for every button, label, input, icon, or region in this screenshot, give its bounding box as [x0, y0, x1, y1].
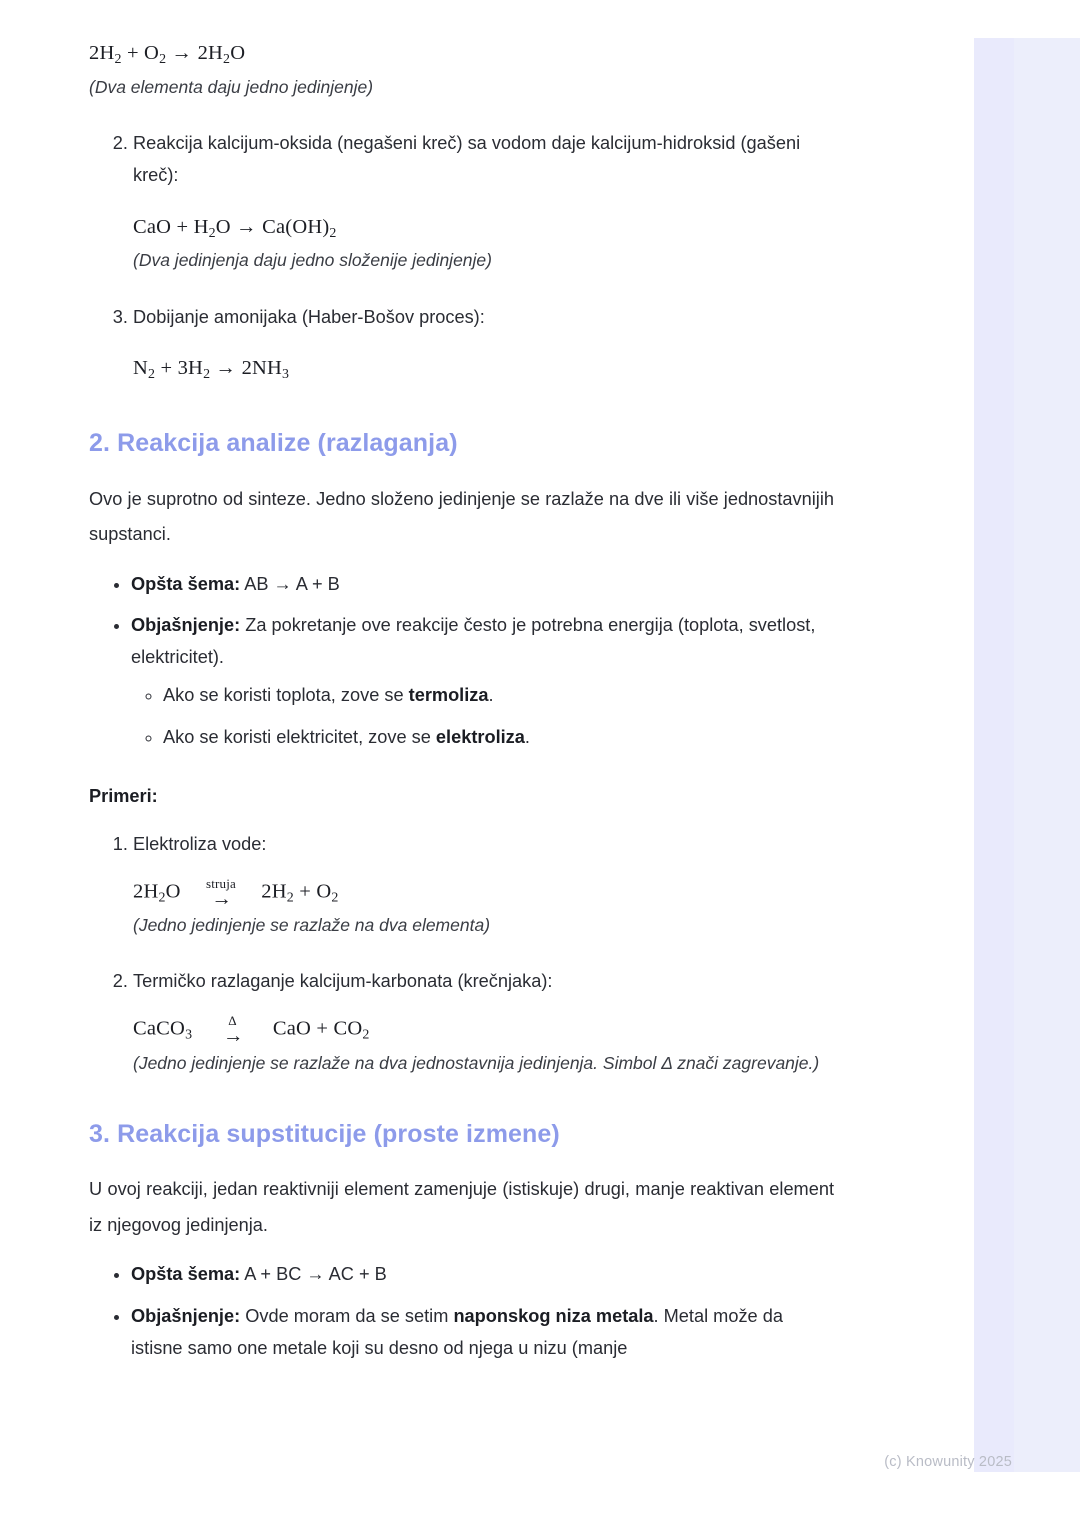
- analysis-example-1-text: Elektroliza vode:: [133, 833, 267, 854]
- list-item: [131, 569, 834, 601]
- section-heading-substitution: 3. Reakcija supstitucije (proste izmene): [89, 1119, 560, 1148]
- analysis-intro-paragraph: Ovo je suprotno od sinteze. Jedno složeno jedinjenje se razlaže na dve ili više jednostavnijih supstanci.: [89, 488, 834, 545]
- section-heading-analysis: 2. Reakcija analize (razlaganja): [89, 429, 458, 458]
- bullet-text-objasnjenje: Za pokretanje ove reakcije često je potrebna energija (toplota, svetlost, elektricitet).: [131, 615, 816, 668]
- list-item: [131, 1259, 834, 1291]
- subbullet-elektroliza-term: elektroliza: [435, 726, 525, 747]
- list-item: [163, 680, 834, 712]
- equation-ammonia: $N_2 + 3H_2 \to 2NH_3$: [133, 357, 290, 383]
- primeri-label: Primeri:: [89, 785, 158, 806]
- equation-note: (Dva elementa daju jedno jedinjenje): [89, 76, 374, 97]
- bullet-label-opsta-sema-2: Opšta šema:: [131, 1264, 241, 1285]
- subbullet-termoliza-pre: Ako se koristi toplota, zove se: [163, 685, 409, 706]
- list-item: [133, 829, 834, 967]
- arrow-label-delta: Δ: [228, 1013, 237, 1029]
- equation-note-4: (Jedno jedinjenje se razlaže na dva jednostavnija jedinjenja. Simbol Δ znači zagrevanje.): [133, 1052, 820, 1073]
- synthesis-item-2-text: Reakcija kalcijum-oksida (negašeni kreč) sa vodom daje kalcijum-hidroksid (gašeni kreč):: [133, 132, 801, 185]
- analysis-bullet-list: [89, 569, 834, 754]
- equation-note-3: (Jedno jedinjenje se razlaže na dva elementa): [133, 915, 491, 936]
- list-item: [133, 128, 834, 302]
- subbullet-elektroliza-post: .: [524, 726, 530, 747]
- watermark: (c) Knowunity 2025: [884, 1454, 1012, 1470]
- document-content: [89, 40, 834, 1375]
- bullet-term-naponski-niz: naponskog niza metala: [453, 1306, 654, 1327]
- reaction-arrow-delta: [202, 1013, 264, 1048]
- bullet-text-objasnjenje-2-pre: Ovde moram da se setim: [240, 1306, 454, 1327]
- analysis-example-2-text: Termičko razlaganje kalcijum-karbonata (krečnjaka):: [133, 971, 553, 992]
- list-item: [133, 966, 834, 1076]
- equation-water-synthesis: $2H_2 + O_2 \to 2H_2O$: [89, 42, 246, 67]
- reaction-arrow-struja: [190, 877, 252, 908]
- synthesis-item-3-text: Dobijanje amonijaka (Haber-Bošov proces):: [133, 306, 485, 327]
- equation-note-2: (Dva jedinjenja daju jedno složenije jedinjenje): [133, 250, 492, 271]
- subbullet-termoliza-term: termoliza: [408, 685, 489, 706]
- list-item: [163, 722, 834, 754]
- bullet-text-objasnjenje-2-post: . Metal može da istisne samo one metale koji su desno od njega u nizu (manje: [131, 1306, 783, 1359]
- bullet-label-objasnjenje-2: Objašnjenje:: [131, 1306, 241, 1327]
- subbullet-elektroliza-pre: Ako se koristi elektricitet, zove se: [163, 726, 436, 747]
- analysis-examples-list: [89, 829, 834, 1076]
- substitution-bullet-list: [89, 1259, 834, 1365]
- list-item: [133, 302, 834, 386]
- bullet-label-opsta-sema: Opšta šema:: [131, 573, 241, 594]
- arrow-shaft: →: [223, 1025, 242, 1048]
- synthesis-examples-list: [89, 128, 834, 385]
- arrow-shaft: →: [211, 887, 231, 910]
- substitution-intro-paragraph: U ovoj reakciji, jedan reaktivniji element zamenjuje (istiskuje) drugi, manje reaktivan element iz njegovog jedinjenja.: [89, 1179, 834, 1235]
- page-side-band-inner: [1014, 38, 1080, 1472]
- bullet-text-opsta-sema: AB → A + B: [240, 573, 340, 594]
- analysis-sub-bullet-list: [131, 680, 834, 754]
- equation-calcium-carbonate-decomposition: CaCO$_3$ Δ → CaO + $CO_2$: [133, 1013, 370, 1048]
- equation-water-electrolysis: $2H_2O$ struja → $2H_2 + O_2$: [133, 875, 339, 910]
- list-item: [131, 1301, 834, 1365]
- bullet-text-opsta-sema-2: A + BC → AC + B: [240, 1264, 387, 1285]
- equation-calcium-hydroxide: CaO + $H_2O \to Ca(OH)_2$: [133, 215, 337, 241]
- list-item: [131, 610, 834, 753]
- subbullet-termoliza-post: .: [488, 685, 494, 706]
- arrow-label-struja: struja: [205, 875, 237, 891]
- bullet-label-objasnjenje: Objašnjenje:: [131, 615, 241, 636]
